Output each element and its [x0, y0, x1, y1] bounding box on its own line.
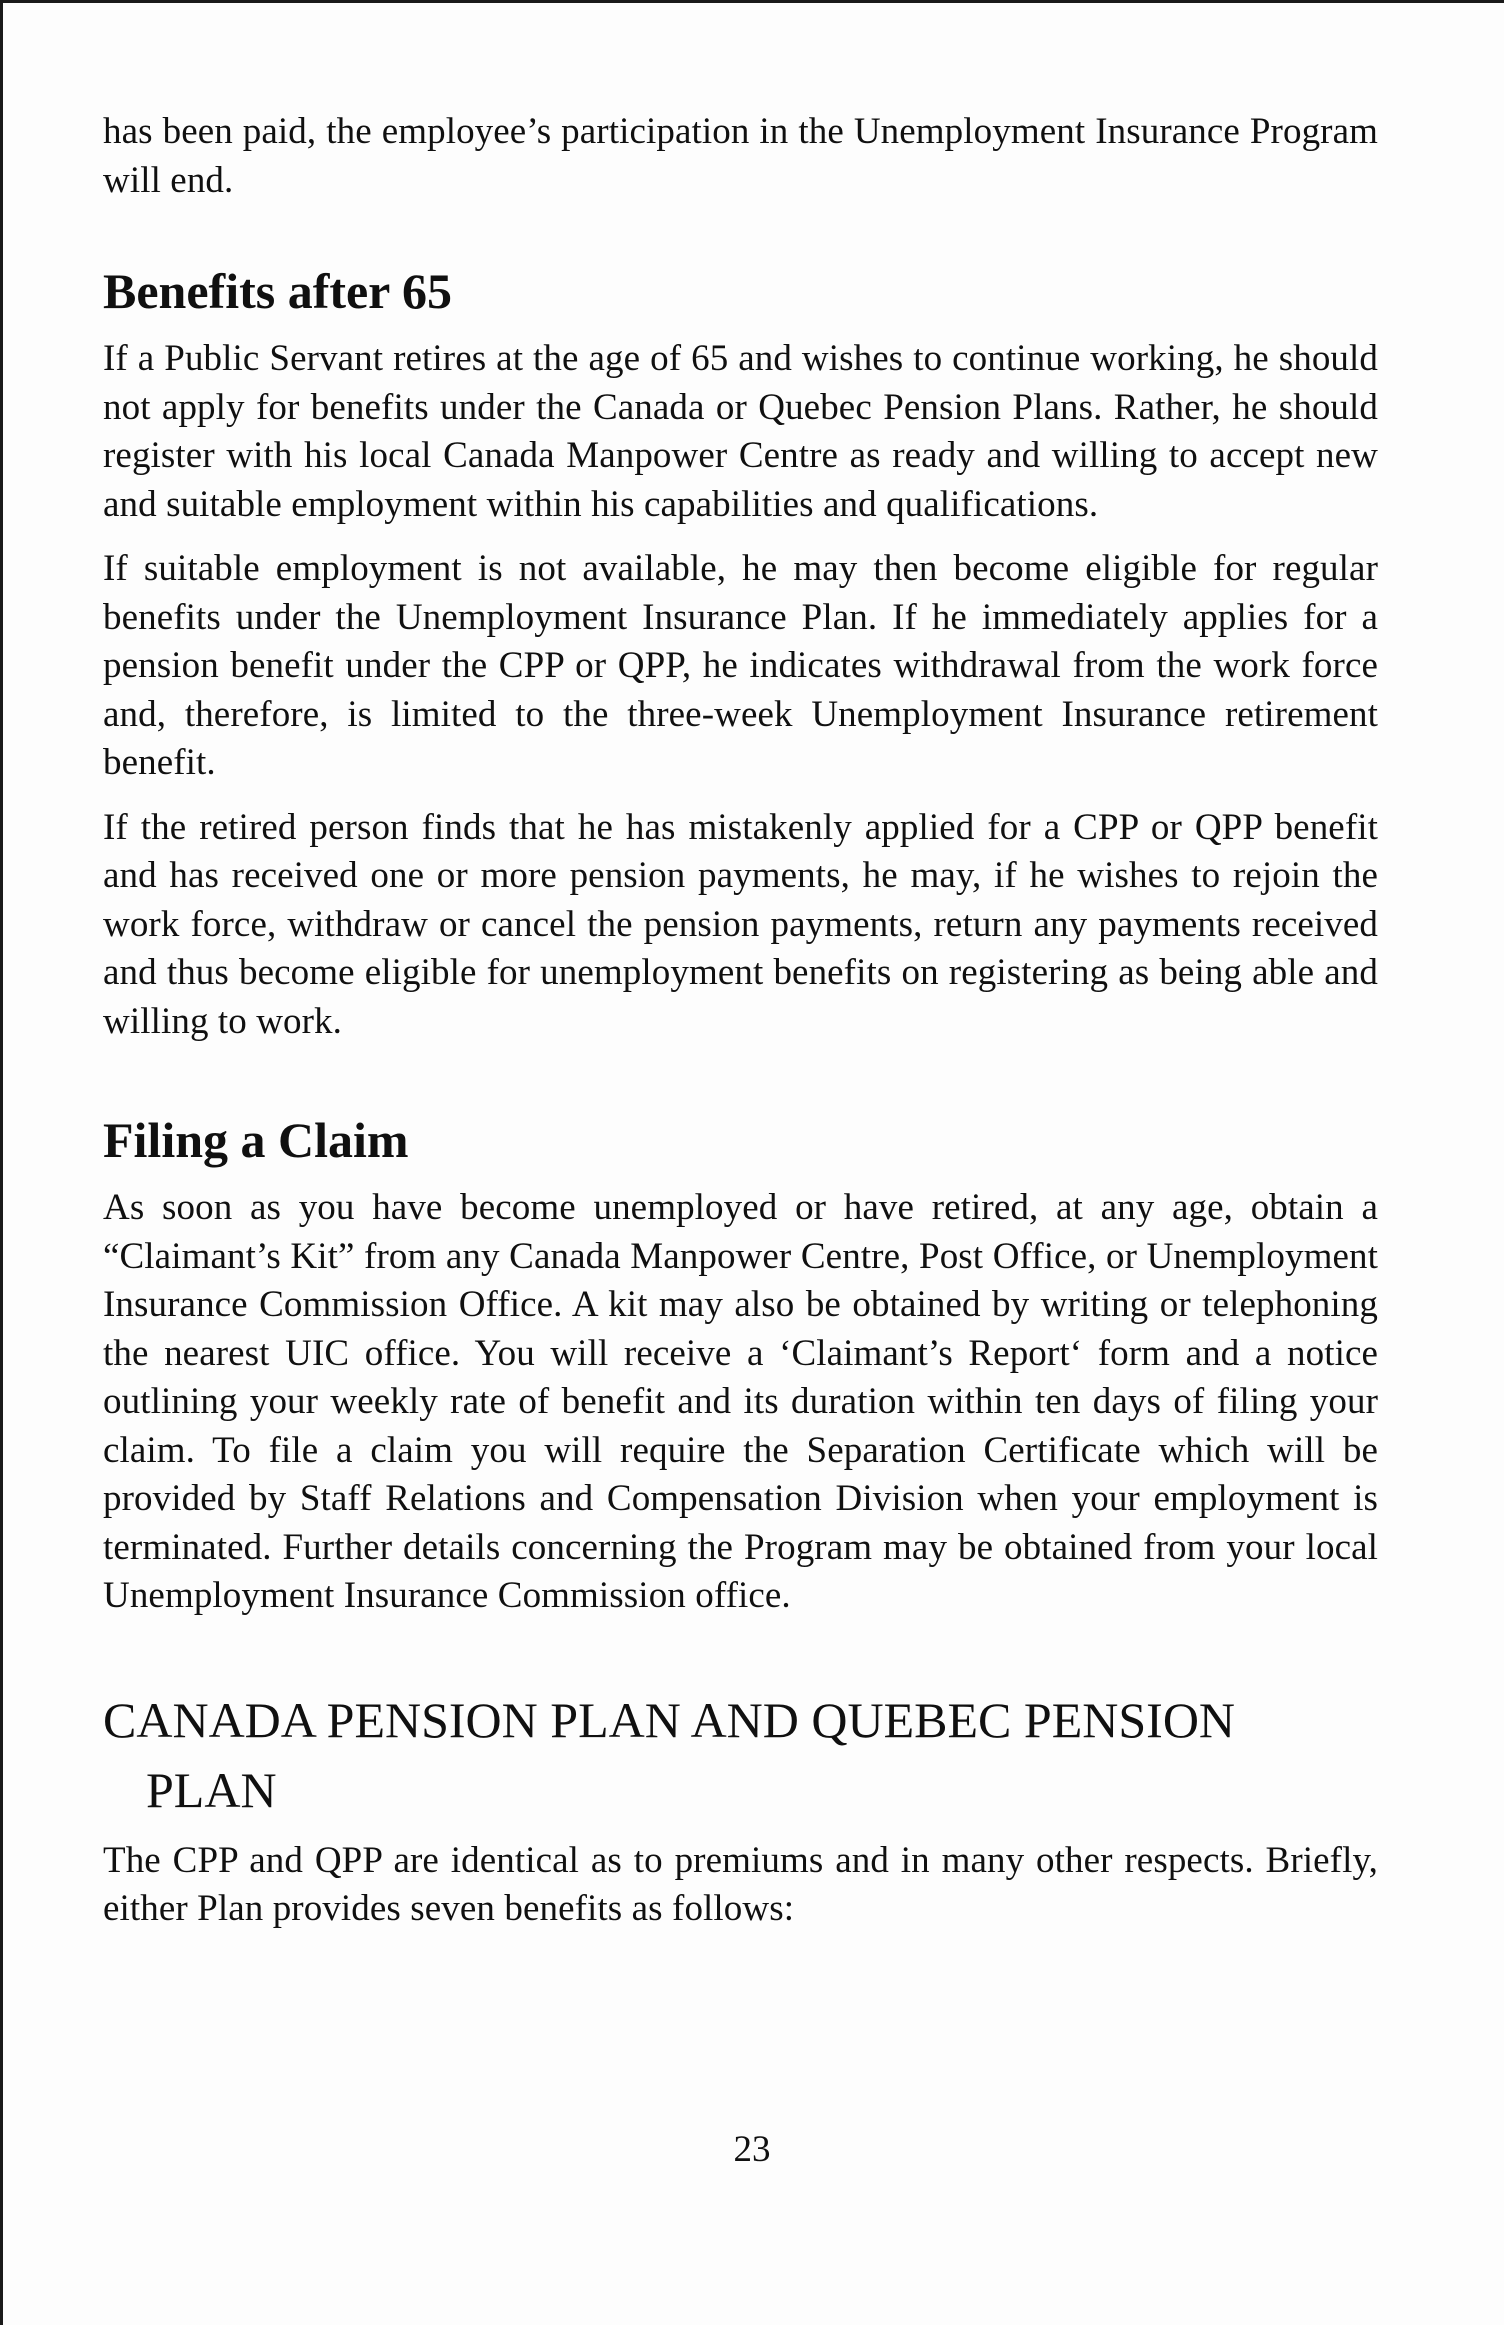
paragraph-benefits-3: If the retired person finds that he has mistakenly applied for a CPP or QPP benefit and has received one or more pension payments, he may, if he wishes to rejoin the work force, withdraw or cancel the pension payments, return any payments received and thus become eligible for unemployment benefits on registering as being able and willing to work. — [103, 806, 1378, 1042]
continued-paragraph: has been paid, the employee’s participation in the Unemployment Insurance Program will end. — [103, 111, 1378, 201]
paragraph-benefits-2: If suitable employment is not available, he may then become eligible for regular benefits under the Unemployment Insurance Plan. If he immediately applies for a pension benefit under the CPP or QPP, he indicates withdrawal from the work force and, therefore, is limited to the three-week Unemployment Insurance retirement benefit. — [103, 548, 1378, 783]
heading-cpp-qpp: CANADA PENSION PLAN AND QUEBEC PENSION PLAN — [103, 1691, 1236, 1818]
paragraph-benefits-1: If a Public Servant retires at the age of 65 and wishes to continue working, he should not apply for benefits under the Canada or Quebec Pension Plans. Rather, he should register with his local Canada Manpower Centre as ready and willing to accept new and suitable employment within his capabilities and qualifications. — [103, 338, 1378, 525]
scan-border-left — [0, 0, 3, 2325]
scan-border-top — [0, 0, 1504, 3]
heading-benefits-after-65: Benefits after 65 — [103, 263, 452, 319]
page-number: 23 — [733, 2129, 771, 2170]
paragraph-filing-1: As soon as you have become unemployed or have retired, at any age, obtain a “Claimant’s Kit” from any Canada Manpower Centre, Post Office, or Unemployment Insurance Commission Office. A kit may also be obtained by writing or telephoning the nearest UIC office. You will receive a ‘Claimant’s Report‘ form and a notice outlining your weekly rate of benefit and its duration within ten days of filing your claim. To file a claim you will require the Separation Certificate which will be provided by Staff Relations and Compensation Division when your employment is terminated. Further details concerning the Program may be obtained from your local Unemployment Insurance Commission office. — [103, 1187, 1378, 1616]
page-content — [103, 108, 1378, 1950]
paragraph-cpp-1: The CPP and QPP are identical as to premiums and in many other respects. Briefly, either Plan provides seven benefits as follows: — [103, 1839, 1378, 1929]
heading-filing-a-claim: Filing a Claim — [103, 1112, 409, 1168]
